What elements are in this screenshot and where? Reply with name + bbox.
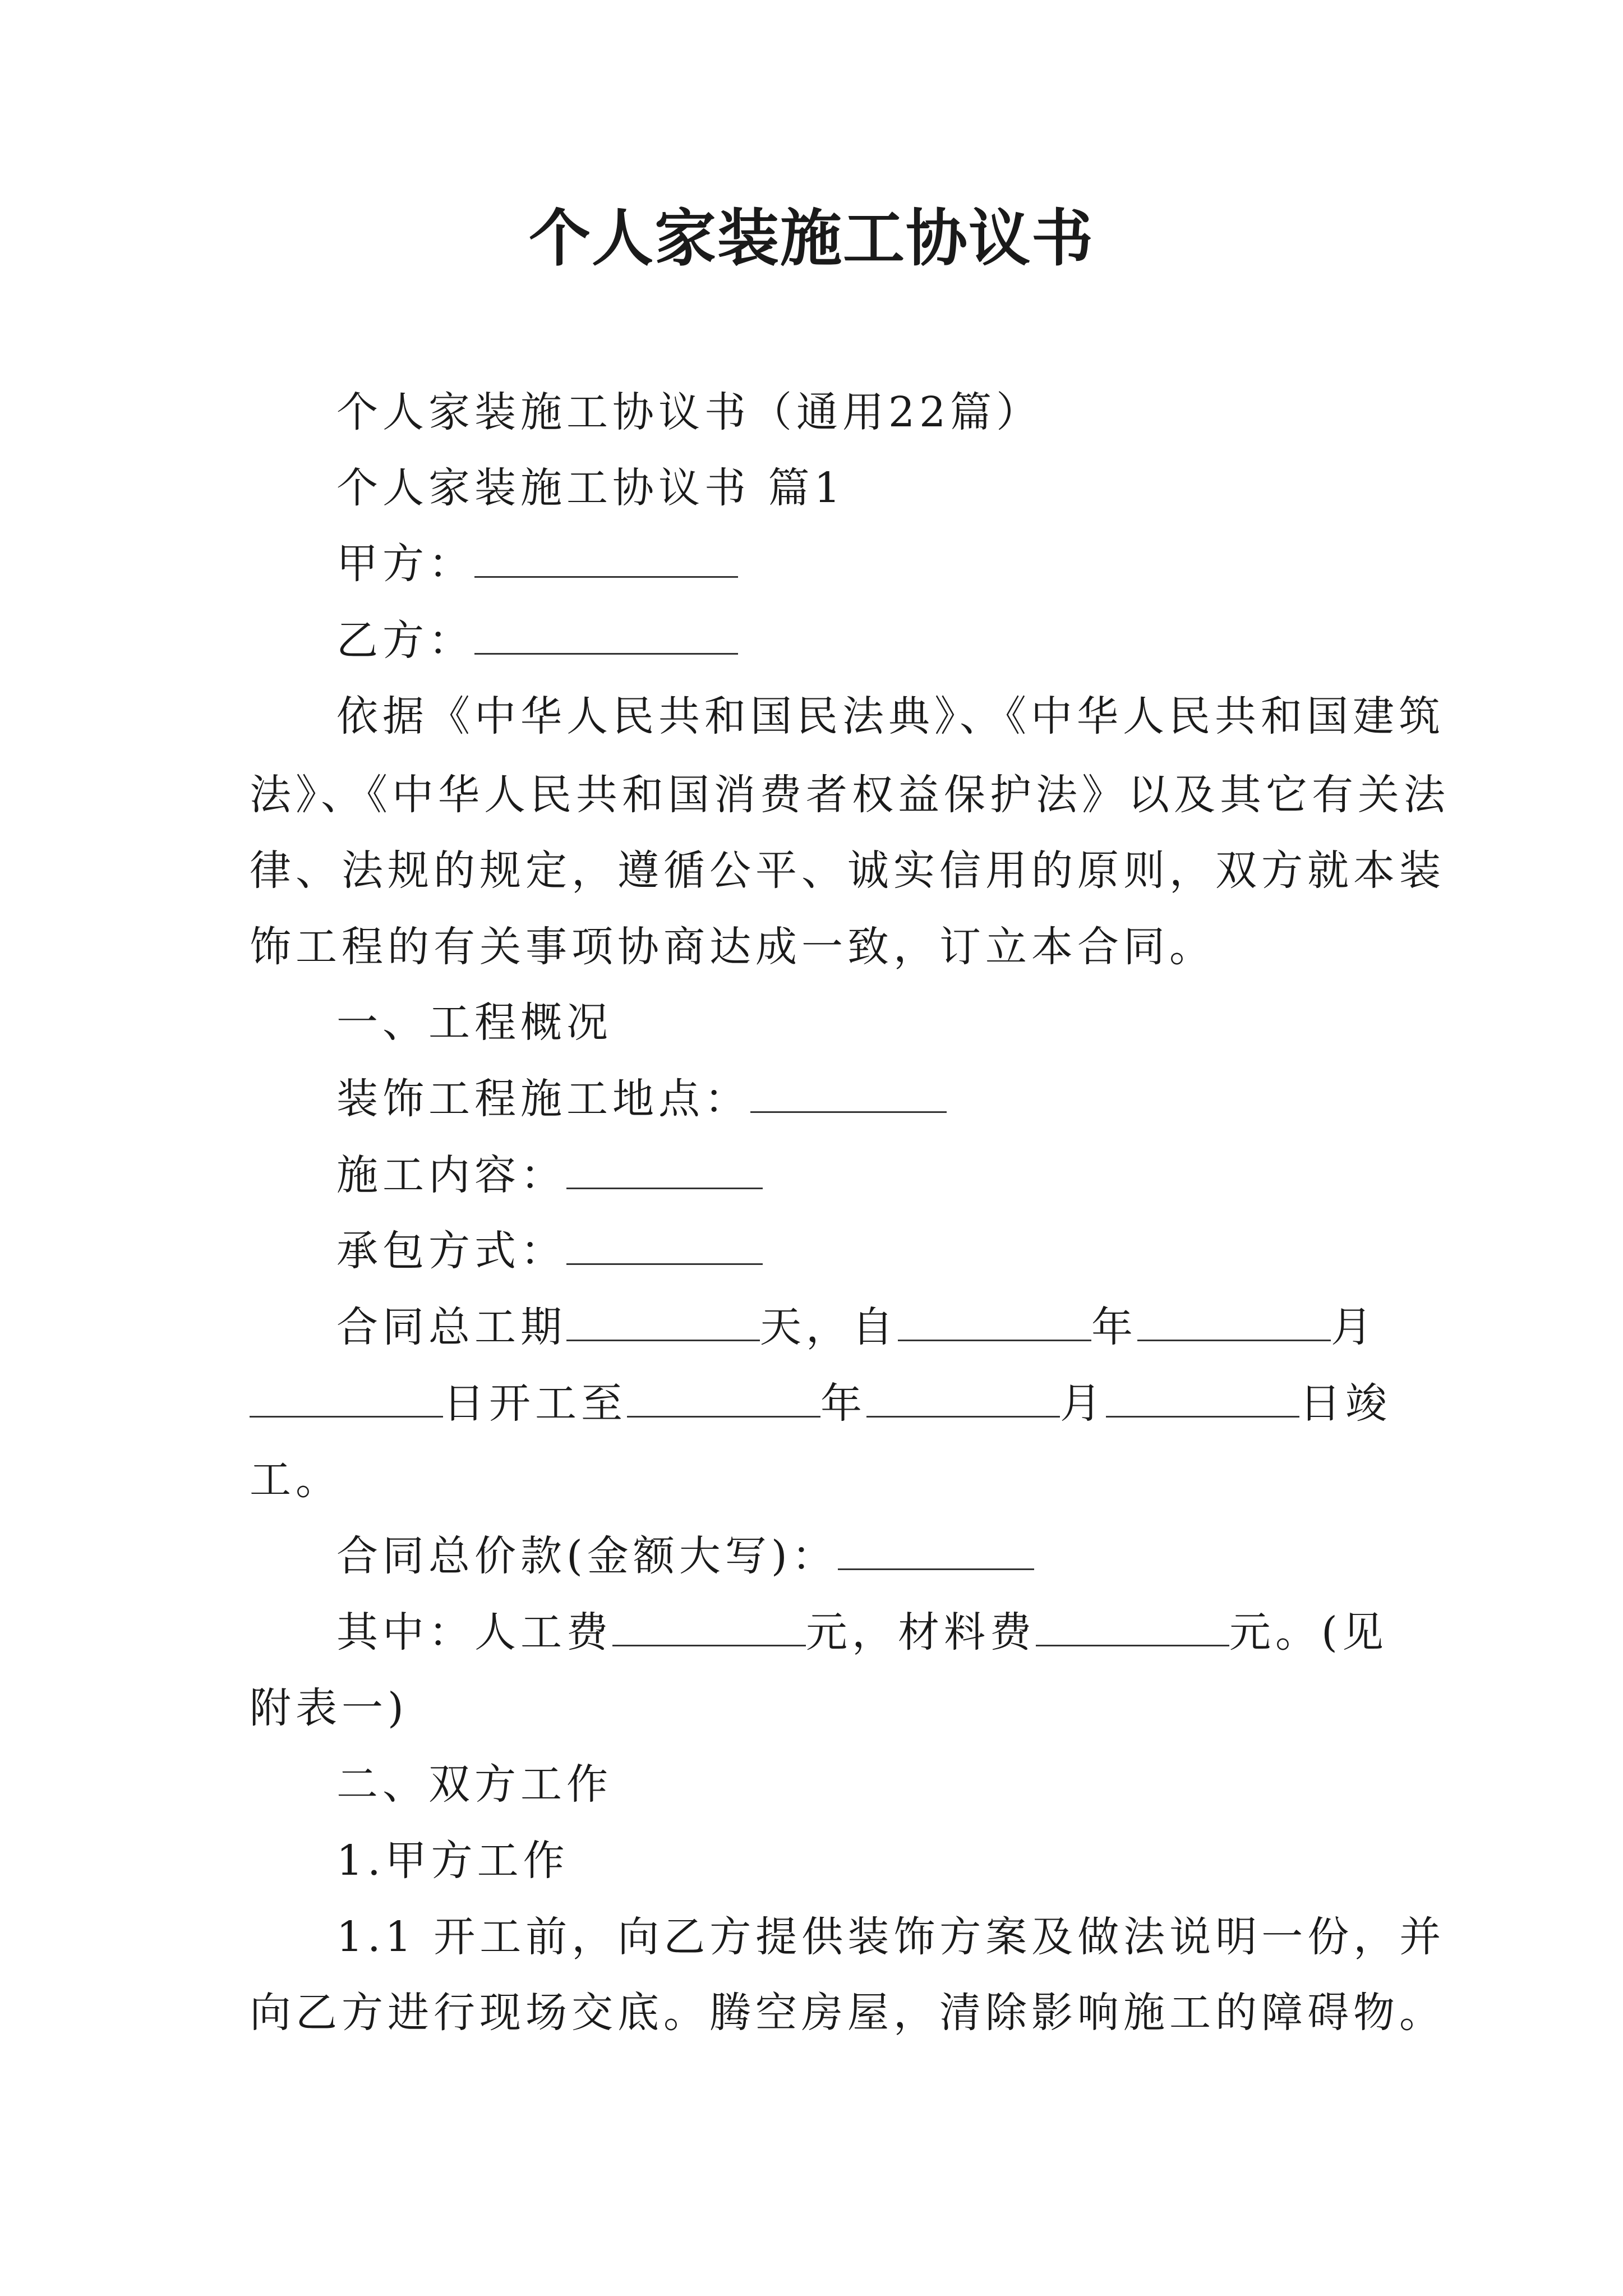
content-label: 施工内容：: [336, 1151, 566, 1199]
item-line: 1.1 开工前，向乙方提供装饰方案及做法说明一份，并: [336, 1913, 1446, 1961]
period-year: 年: [820, 1379, 866, 1428]
period-days: 天，自: [760, 1303, 898, 1351]
intro-line: 饰工程的有关事项协商达成一致，订立本合同。: [250, 923, 1215, 971]
end-day-blank: [1106, 1377, 1299, 1418]
total-price-label: 合同总价款(金额大写)：: [336, 1532, 838, 1580]
content-blank: [566, 1148, 763, 1189]
chapter-heading: 个人家装施工协议书 篇1: [336, 464, 845, 512]
site-blank: [750, 1072, 947, 1113]
total-price-line: [336, 1525, 1034, 1587]
method-label: 承包方式：: [336, 1227, 566, 1275]
labor-unit: 元，材料费: [806, 1608, 1036, 1657]
content-line: [336, 1144, 763, 1206]
period-month: 月: [1331, 1303, 1377, 1351]
cost-prefix: 其中：人工费: [336, 1608, 612, 1657]
party-b-blank: [474, 614, 738, 655]
period-prefix: 合同总工期: [336, 1303, 566, 1351]
start-month-blank: [1137, 1300, 1331, 1341]
period-start: 日开工至: [443, 1379, 627, 1428]
start-year-blank: [898, 1300, 1091, 1341]
method-blank: [566, 1224, 763, 1265]
document-title: 个人家装施工协议书: [529, 202, 1094, 274]
period-month: 月: [1060, 1379, 1106, 1428]
site-label: 装饰工程施工地点：: [336, 1075, 750, 1123]
intro-line: 律、法规的规定，遵循公平、诚实信用的原则，双方就本装: [250, 846, 1445, 895]
material-blank: [1036, 1605, 1229, 1646]
party-a-label: 甲方：: [336, 540, 474, 588]
section-heading: 二、双方工作: [336, 1760, 612, 1809]
party-b-label: 乙方：: [336, 616, 474, 665]
cost-line: [336, 1602, 1388, 1663]
site-line: [336, 1068, 947, 1130]
intro-line: 依据《中华人民共和国民法典》、《中华人民共和国建筑: [336, 692, 1445, 740]
period-line: [336, 1296, 1377, 1358]
cost-note: 附表一): [250, 1684, 408, 1732]
start-day-blank: [250, 1377, 443, 1418]
party-b-line: [336, 610, 738, 671]
party-a-blank: [474, 537, 738, 578]
party-a-work-heading: 1.甲方工作: [336, 1837, 569, 1885]
total-price-blank: [838, 1529, 1034, 1570]
days-blank: [566, 1300, 760, 1341]
party-a-line: [336, 533, 738, 595]
end-month-blank: [866, 1377, 1060, 1418]
period-year: 年: [1091, 1303, 1137, 1351]
labor-blank: [612, 1605, 806, 1646]
end-year-blank: [627, 1377, 820, 1418]
section-heading: 一、工程概况: [336, 999, 612, 1047]
method-line: [336, 1220, 763, 1282]
material-unit: 元。(见: [1229, 1608, 1388, 1657]
period-line: [250, 1373, 1391, 1434]
item-line: 向乙方进行现场交底。腾空房屋，清除影响施工的障碍物。: [250, 1989, 1445, 2037]
intro-line: 法》、《中华人民共和国消费者权益保护法》以及其它有关法: [250, 771, 1450, 819]
period-end-line: 工。: [250, 1456, 342, 1504]
subtitle: 个人家装施工协议书（通用22篇）: [336, 388, 1043, 436]
period-end: 日竣: [1299, 1379, 1391, 1428]
